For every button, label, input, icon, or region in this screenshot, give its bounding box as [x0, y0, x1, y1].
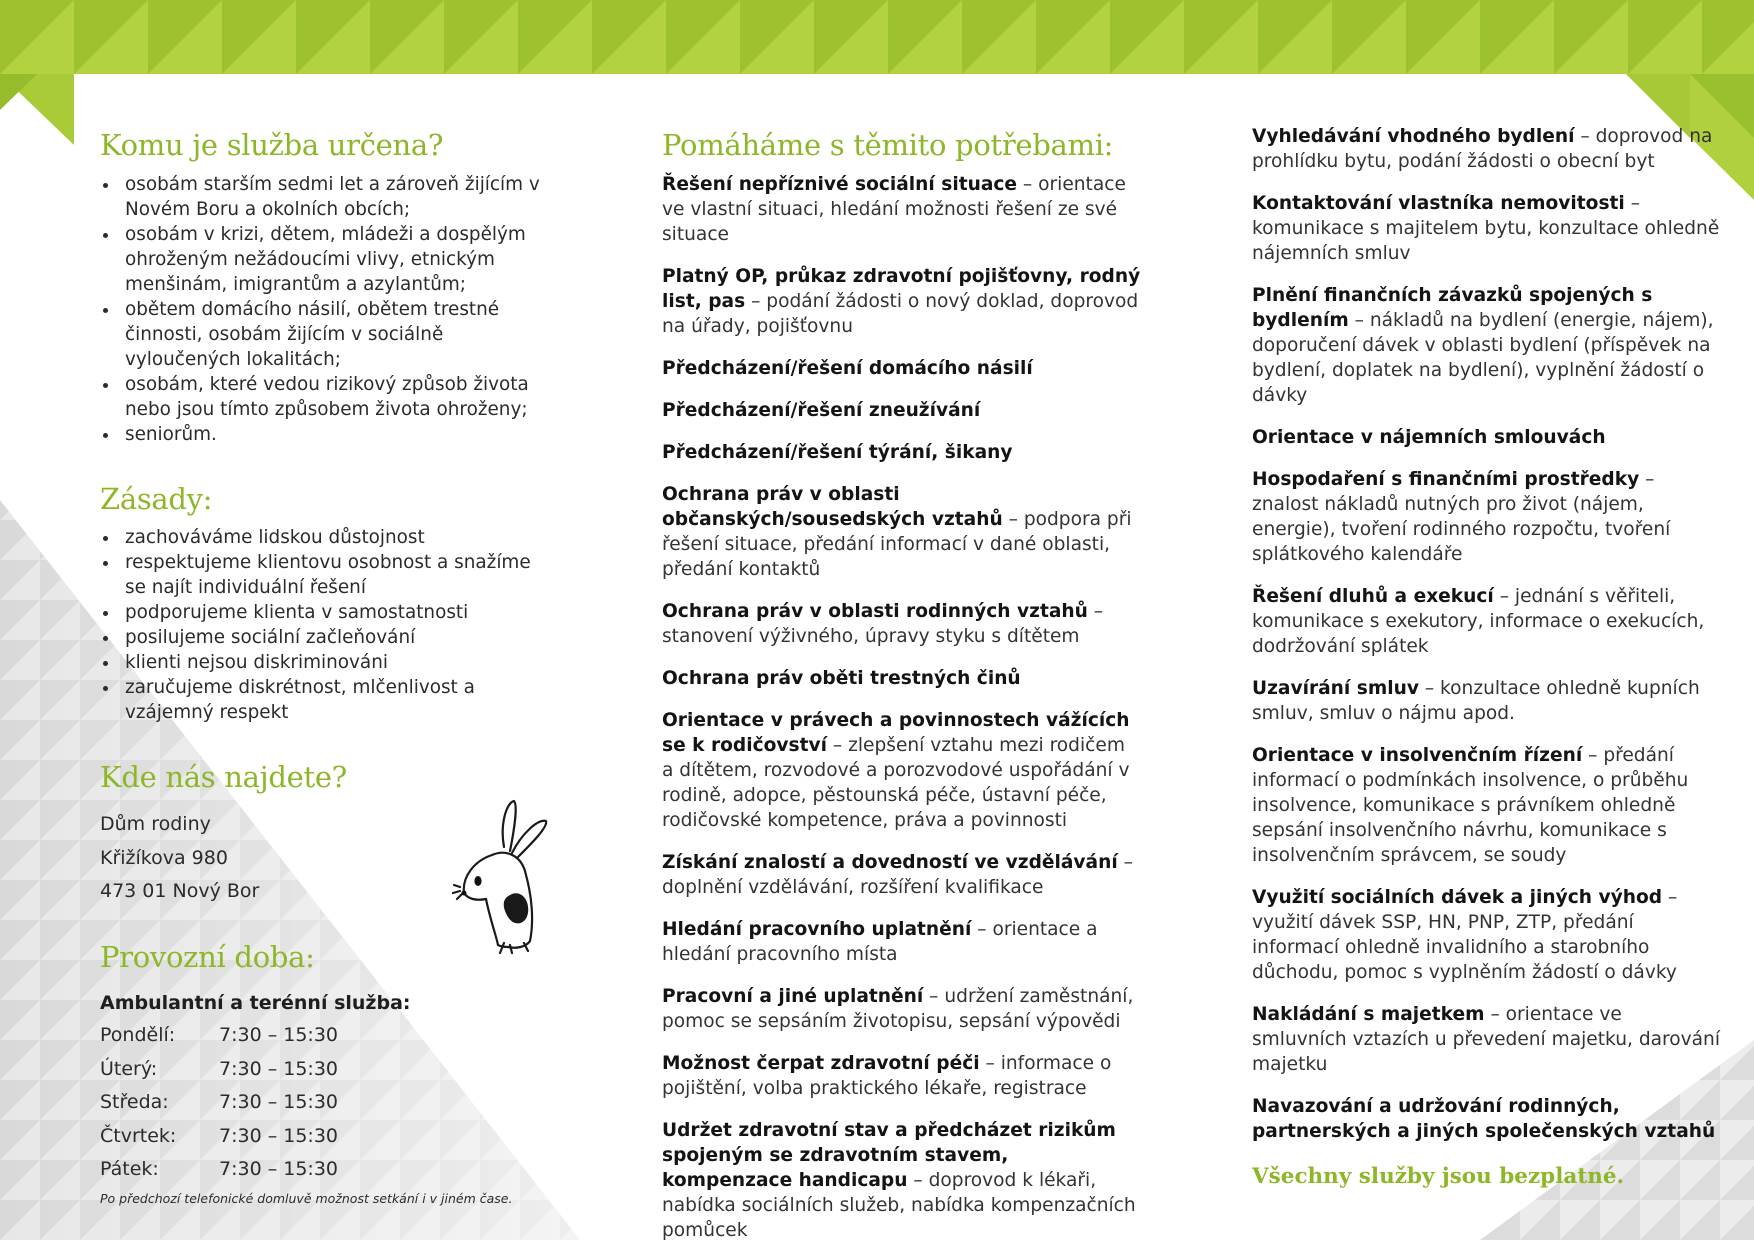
list-item	[1252, 467, 1722, 567]
item-desc: – znalost nákladů nutných pro život (nájem, energie), tvoření rodinného rozpočtu, tvoření splátkového kalendáře	[1252, 469, 1671, 565]
list-item	[1252, 425, 1722, 450]
hours-title: Ambulantní a terénní služba:	[100, 992, 411, 1014]
item-desc: – jednání s věřiteli, komunikace s exekutory, informace o exekucích, dodržování splátek	[1252, 586, 1705, 657]
list-item	[1252, 1094, 1722, 1144]
item-title: Nakládání s majetkem	[1252, 1004, 1485, 1025]
free-services-note: Všechny služby jsou bezplatné.	[1252, 1164, 1625, 1189]
hours-row	[100, 1086, 560, 1120]
heading-target-group: Komu je služba určena?	[100, 128, 444, 162]
list-item	[1252, 124, 1722, 174]
item-desc: – zlepšení vztahu mezi rodičem a dítětem, rozvodové a porozvodové uspořádání v rodině, adopce, pěstounská péče, ústavní péče, rodičovské kompetence, práva a povinnosti	[662, 735, 1130, 831]
list-item	[662, 1118, 1142, 1243]
time-range: 7:30 – 15:30	[219, 1024, 339, 1046]
item-title: Vyhledávání vhodného bydlení	[1252, 126, 1575, 147]
opening-hours	[100, 992, 560, 1206]
item-desc: – orientace ve vlastní situaci, hledání možnosti řešení ze své situace	[662, 174, 1126, 245]
address-line: 473 01 Nový Bor	[100, 880, 260, 902]
target-group-list	[100, 172, 540, 447]
list-item: osobám, které vedou rizikový způsob života nebo jsou tímto způsobem života ohroženy;	[100, 372, 540, 422]
item-title: Hledání pracovního uplatnění	[662, 919, 972, 940]
list-item	[1252, 283, 1722, 408]
item-title: Řešení nepříznivé sociální situace	[662, 174, 1018, 195]
list-item	[662, 482, 1142, 582]
hours-row	[100, 1153, 560, 1187]
principles-list	[100, 525, 540, 725]
item-title: Platný OP, průkaz zdravotní pojišťovny, rodný list, pas	[662, 266, 1141, 312]
item-desc: – stanovení výživného, úpravy styku s dítětem	[662, 601, 1104, 647]
item-title: Orientace v právech a povinnostech vážících se k rodičovství	[662, 710, 1130, 756]
address-line: Dům rodiny	[100, 813, 211, 835]
day-label: Pátek:	[100, 1158, 159, 1180]
hours-row	[100, 1120, 560, 1154]
list-item	[662, 850, 1142, 900]
item-title: Ochrana práv v oblasti občanských/sousedských vztahů	[662, 484, 1003, 530]
hours-note: Po předchozí telefonické domluvě možnost setkání i v jiném čase.	[100, 1190, 513, 1206]
item-title: Řešení dluhů a exekucí	[1252, 586, 1494, 607]
list-item	[662, 398, 1142, 423]
item-title: Ochrana práv oběti trestných činů	[662, 668, 1021, 689]
item-title: Orientace v insolvenčním řízení	[1252, 745, 1583, 766]
item-desc: – konzultace ohledně kupních smluv, smluv o nájmu apod.	[1252, 678, 1700, 724]
list-item	[662, 440, 1142, 465]
item-desc: – orientace ve smluvních vztazích u převedení majetku, darování majetku	[1252, 1004, 1720, 1075]
list-item	[1252, 676, 1722, 726]
day-label: Pondělí:	[100, 1024, 176, 1046]
list-item	[662, 708, 1142, 833]
list-item: zachováváme lidskou důstojnost	[100, 525, 540, 550]
list-item: posilujeme sociální začleňování	[100, 625, 540, 650]
list-item	[1252, 743, 1722, 868]
item-title: Udržet zdravotní stav a předcházet rizikům spojeným se zdravotním stavem, kompenzace handicapu	[662, 1120, 1116, 1191]
item-title: Možnost čerpat zdravotní péči	[662, 1053, 980, 1074]
item-title: Předcházení/řešení týrání, šikany	[662, 442, 1013, 463]
time-range: 7:30 – 15:30	[219, 1057, 339, 1080]
address-line: Křižíkova 980	[100, 846, 228, 869]
list-item	[1252, 1002, 1722, 1077]
rabbit-illustration	[452, 795, 562, 955]
item-title: Uzavírání smluv	[1252, 678, 1419, 699]
item-title: Využití sociálních dávek a jiných výhod	[1252, 887, 1663, 908]
needs-list-continued	[1252, 124, 1722, 1161]
list-item: respektujeme klientovu osobnost a snažíme se najít individuální řešení	[100, 550, 540, 600]
list-item	[662, 666, 1142, 691]
item-desc: – udržení zaměstnání, pomoc se sepsáním životopisu, sepsání výpovědi	[662, 986, 1134, 1032]
list-item	[1252, 584, 1722, 659]
item-title: Plnění finančních závazků spojených s bydlením	[1252, 285, 1653, 331]
item-desc: – doplnění vzdělávání, rozšíření kvalifikace	[662, 852, 1133, 898]
list-item	[662, 264, 1142, 339]
item-desc: – předání informací o podmínkách insolvence, o průběhu insolvence, komunikace s právníkem ohledně sepsání insolvenčního návrhu, komunikace s insolvenčním správcem, se soudy	[1252, 745, 1689, 866]
list-item: obětem domácího násilí, obětem trestné činnosti, osobám žijícím v sociálně vyloučených lokalitách;	[100, 297, 540, 372]
list-item: osobám v krizi, dětem, mládeži a dospělým ohroženým nežádoucími vlivy, etnickým menšinám, imigrantům a azylantům;	[100, 222, 540, 297]
item-title: Orientace v nájemních smlouvách	[1252, 427, 1606, 448]
item-desc: – podání žádosti o nový doklad, doprovod na úřady, pojišťovnu	[662, 291, 1139, 337]
item-desc: – podpora při řešení situace, předání informací v dané oblasti, předání kontaktů	[662, 509, 1132, 580]
item-desc: – informace o pojištění, volba praktického lékaře, registrace	[662, 1053, 1112, 1099]
list-item	[662, 356, 1142, 381]
list-item: osobám starším sedmi let a zároveň žijícím v Novém Boru a okolních obcích;	[100, 172, 540, 222]
item-title: Ochrana práv v oblasti rodinných vztahů	[662, 601, 1088, 622]
list-item: klienti nejsou diskriminováni	[100, 650, 540, 675]
heading-opening-hours: Provozní doba:	[100, 940, 315, 974]
time-range: 7:30 – 15:30	[219, 1124, 339, 1147]
item-title: Předcházení/řešení zneužívání	[662, 400, 981, 421]
list-item	[662, 917, 1142, 967]
list-item: seniorům.	[100, 422, 540, 447]
list-item	[662, 984, 1142, 1034]
day-label: Úterý:	[100, 1057, 158, 1080]
list-item	[1252, 885, 1722, 985]
list-item: zaručujeme diskrétnost, mlčenlivost a vzájemný respekt	[100, 675, 540, 725]
day-label: Středa:	[100, 1091, 169, 1113]
address-block	[100, 808, 259, 909]
item-desc: – komunikace s majitelem bytu, konzultace ohledně nájemních smluv	[1252, 193, 1720, 264]
item-title: Pracovní a jiné uplatnění	[662, 986, 924, 1007]
item-title: Kontaktování vlastníka nemovitosti	[1252, 193, 1625, 214]
item-title: Navazování a udržování rodinných, partnerských a jiných společenských vztahů	[1252, 1096, 1716, 1142]
hours-row	[100, 1019, 560, 1053]
heading-location: Kde nás najdete?	[100, 760, 347, 794]
item-desc: – orientace a hledání pracovního místa	[662, 919, 1098, 965]
heading-needs: Pomáháme s těmito potřebami:	[662, 128, 1114, 162]
list-item	[662, 1051, 1142, 1101]
item-desc: – doprovod k lékaři, nabídka sociálních služeb, nabídka kompenzačních pomůcek	[662, 1170, 1136, 1241]
list-item	[662, 172, 1142, 247]
list-item: podporujeme klienta v samostatnosti	[100, 600, 540, 625]
item-desc: – doprovod na prohlídku bytu, podání žádosti o obecní byt	[1252, 126, 1713, 172]
list-item	[662, 599, 1142, 649]
day-label: Čtvrtek:	[100, 1124, 177, 1147]
heading-principles: Zásady:	[100, 482, 213, 516]
time-range: 7:30 – 15:30	[219, 1158, 339, 1180]
item-title: Hospodaření s finančními prostředky	[1252, 469, 1640, 490]
list-item	[1252, 191, 1722, 266]
hours-row	[100, 1053, 560, 1087]
item-desc: – nákladů na bydlení (energie, nájem), doporučení dávek v oblasti bydlení (příspěvek na bydlení, doplatek na bydlení), vyplnění žádostí o dávky	[1252, 310, 1714, 406]
item-title: Předcházení/řešení domácího násilí	[662, 358, 1033, 379]
item-desc: – využití dávek SSP, HN, PNP, ZTP, předání informací ohledně invalidního a starobního důchodu, pomoc s vyplněním žádostí o dávky	[1252, 887, 1678, 983]
needs-list	[662, 172, 1142, 1260]
time-range: 7:30 – 15:30	[219, 1091, 339, 1113]
item-title: Získání znalostí a dovedností ve vzdělávání	[662, 852, 1118, 873]
